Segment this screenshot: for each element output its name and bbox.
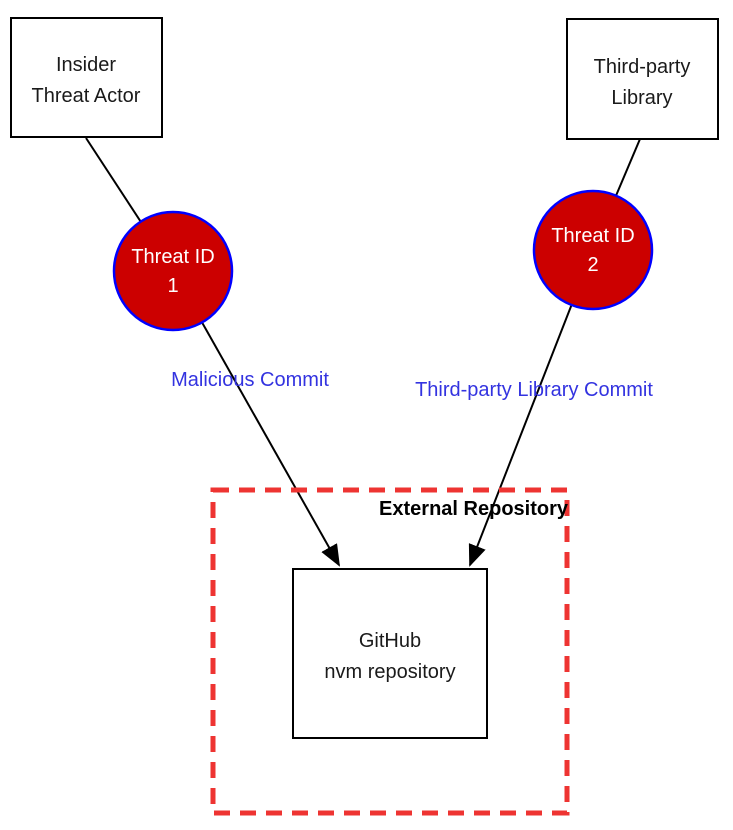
third-party-library-label-line2: Library	[611, 87, 673, 109]
third-party-library-rect[interactable]	[567, 19, 718, 139]
edge-label-malicious-commit: Malicious Commit	[171, 369, 329, 391]
threat-2-label-line1: Threat ID	[551, 225, 635, 247]
threat-1-circle[interactable]	[114, 212, 232, 330]
github-nvm-repository-label-line2: nvm repository	[324, 661, 456, 683]
insider-threat-actor-label-line1: Insider	[55, 54, 117, 76]
insider-threat-actor-rect[interactable]	[11, 18, 162, 137]
github-nvm-repository-label-line1: GitHub	[358, 630, 422, 652]
threat-node-2[interactable]	[534, 191, 652, 309]
github-nvm-repository-rect[interactable]	[293, 569, 487, 738]
threat-node-1[interactable]	[114, 212, 232, 330]
node-github-nvm-repository[interactable]	[293, 569, 487, 738]
threat-2-circle[interactable]	[534, 191, 652, 309]
threat-1-label-line1: Threat ID	[131, 246, 215, 268]
third-party-library-label-line1: Third-party	[593, 56, 691, 78]
node-third-party-library[interactable]	[567, 19, 718, 139]
trust-boundary-label: External Repository	[379, 498, 568, 520]
threat-1-label-line2: 1	[167, 275, 179, 297]
edge-label-third-party-library-commit: Third-party Library Commit	[415, 379, 653, 401]
threat-2-label-line2: 2	[587, 254, 599, 276]
insider-threat-actor-label-line2: Threat Actor	[31, 85, 141, 107]
node-insider-threat-actor[interactable]	[11, 18, 162, 137]
